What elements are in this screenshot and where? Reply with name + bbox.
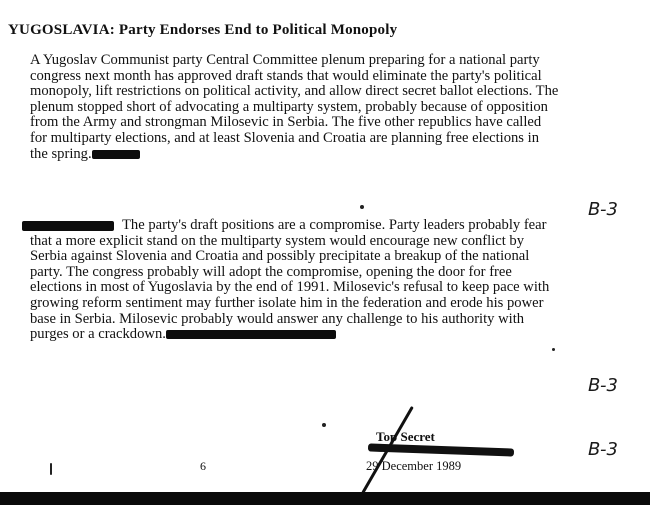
margin-mark-b3: B-3 xyxy=(588,439,618,460)
scan-speck xyxy=(322,423,326,427)
paragraph-2 xyxy=(30,218,560,343)
redaction-bar xyxy=(92,150,140,159)
margin-mark-b3: B-3 xyxy=(588,375,618,396)
scan-speck xyxy=(552,348,555,351)
redaction-bar xyxy=(166,330,336,339)
redaction-bar xyxy=(368,443,514,456)
scan-speck xyxy=(360,205,364,209)
document-date: 29 December 1989 xyxy=(366,459,462,473)
classification-marking: Top Secret xyxy=(376,429,435,444)
bottom-scan-border xyxy=(0,492,650,505)
page-number: 6 xyxy=(200,459,206,473)
document-title: YUGOSLAVIA: Party Endorses End to Political Monopoly xyxy=(8,22,398,38)
scan-speck xyxy=(50,463,52,475)
paragraph-1 xyxy=(30,53,560,162)
margin-mark-b3: B-3 xyxy=(588,199,618,220)
paragraph-1-text: A Yugoslav Communist party Central Committee plenum preparing for a national party congress next month has approved draft stands that would eliminate the party's political monopoly, lift restrictions on political activity, and allow direct secret ballot elections. The plenum stopped short of advocating a multiparty system, probably because of opposition from the Army and strongman Milosevic in Serbia. The five other republics have called for multiparty elections, and at least Slovenia and Croatia are planning free elections in the spring. xyxy=(30,52,559,162)
paragraph-2-text: The party's draft positions are a compromise. Party leaders probably fear that a more explicit stand on the multiparty system would encourage new conflict by Serbia against Slovenia and Croatia and possibly precipitate a breakup of the national party. The congress probably will adopt the compromise, opening the door for free elections in most of Yugoslavia by the end of 1991. Milosevic's refusal to keep pace with growing reform sentiment may further isolate him in the federation and erode his power base in Serbia. Milosevic probably would answer any challenge to his authority with purges or a crackdown. xyxy=(30,217,550,343)
